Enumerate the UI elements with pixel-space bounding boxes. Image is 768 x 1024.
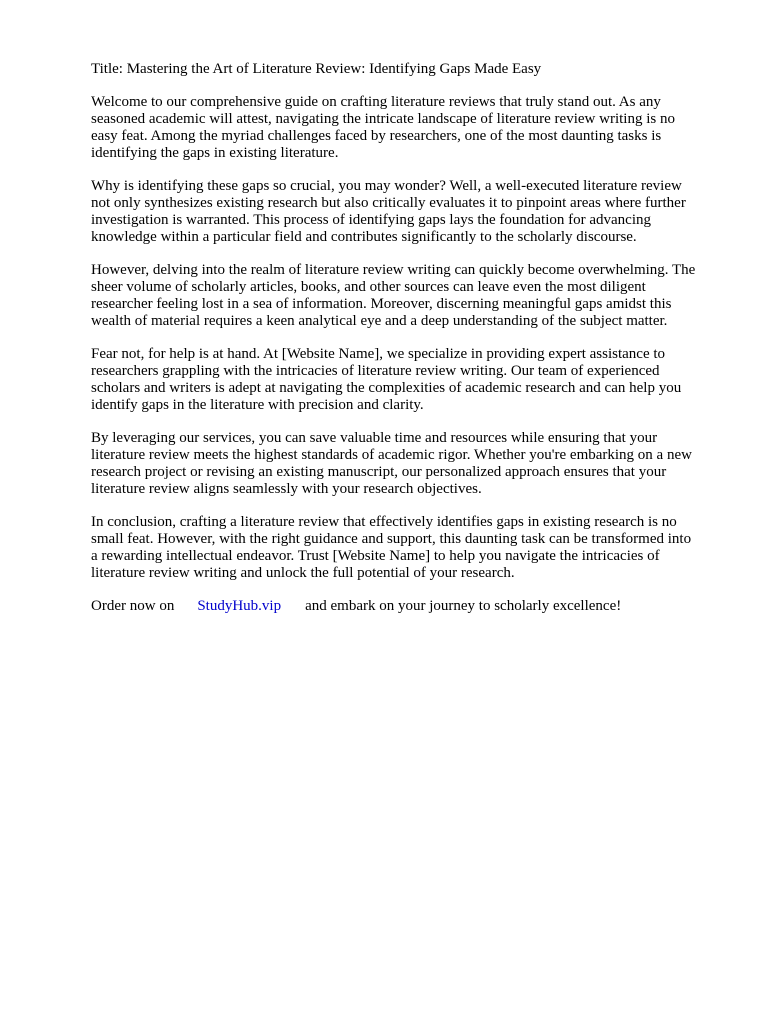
paragraph-line: a rewarding intellectual endeavor. Trust [Website Name] to help you navigate the intricacies of bbox=[91, 548, 660, 564]
paragraph-line: small feat. However, with the right guidance and support, this daunting task can be transformed into bbox=[91, 531, 692, 547]
paragraph-intro bbox=[91, 94, 731, 162]
document-body bbox=[91, 61, 731, 615]
paragraph-line: Why is identifying these gaps so crucial, you may wonder? Well, a well-executed literature review bbox=[91, 178, 682, 194]
paragraph-line: literature review meets the highest standards of academic rigor. Whether you're embarking on a new bbox=[91, 447, 692, 463]
paragraph-line: literature review aligns seamlessly with your research objectives. bbox=[91, 481, 482, 497]
paragraph-line: By leveraging our services, you can save valuable time and resources while ensuring that your bbox=[91, 430, 658, 446]
paragraph-services bbox=[91, 430, 731, 498]
paragraph-line: knowledge within a particular field and contributes significantly to the scholarly discourse. bbox=[91, 229, 637, 245]
paragraph-line: researcher feeling lost in a sea of information. Moreover, discerning meaningful gaps amidst this bbox=[91, 296, 672, 312]
paragraph-line: wealth of material requires a keen analytical eye and a deep understanding of the subject matter. bbox=[91, 313, 668, 329]
paragraph-conclusion bbox=[91, 514, 731, 582]
paragraph-line: literature review writing and unlock the full potential of your research. bbox=[91, 565, 515, 581]
paragraph-line: not only synthesizes existing research but also critically evaluates it to pinpoint areas where further bbox=[91, 195, 686, 211]
studyhub-link[interactable]: StudyHub.vip bbox=[197, 598, 282, 614]
paragraph-line: identifying the gaps in existing literature. bbox=[91, 145, 339, 161]
document-title: Title: Mastering the Art of Literature Review: Identifying Gaps Made Easy bbox=[91, 61, 542, 77]
order-suffix: and embark on your journey to scholarly excellence! bbox=[305, 598, 622, 614]
paragraph-line: investigation is warranted. This process of identifying gaps lays the foundation for advancing bbox=[91, 212, 652, 228]
paragraph-line: Welcome to our comprehensive guide on crafting literature reviews that truly stand out. As any bbox=[91, 94, 661, 110]
paragraph-line: Fear not, for help is at hand. At [Website Name], we specialize in providing expert assistance to bbox=[91, 346, 666, 362]
paragraph-line: sheer volume of scholarly articles, books, and other sources can leave even the most diligent bbox=[91, 279, 646, 295]
order-prefix: Order now on bbox=[91, 598, 175, 614]
paragraph-why-gaps bbox=[91, 178, 731, 246]
paragraph-line: researchers grappling with the intricacies of literature review writing. Our team of experienced bbox=[91, 363, 660, 379]
paragraph-overwhelming bbox=[91, 262, 731, 330]
paragraph-line: easy feat. Among the myriad challenges faced by researchers, one of the most daunting tasks is bbox=[91, 128, 662, 144]
paragraph-line: In conclusion, crafting a literature review that effectively identifies gaps in existing research is no bbox=[91, 514, 677, 530]
paragraph-line: identify gaps in the literature with precision and clarity. bbox=[91, 397, 424, 413]
order-line bbox=[91, 598, 731, 615]
paragraph-line: seasoned academic will attest, navigating the intricate landscape of literature review writing is no bbox=[91, 111, 675, 127]
paragraph-help bbox=[91, 346, 731, 414]
paragraph-line: However, delving into the realm of literature review writing can quickly become overwhelming. The bbox=[91, 262, 696, 278]
paragraph-line: research project or revising an existing manuscript, our personalized approach ensures that your bbox=[91, 464, 667, 480]
paragraph-line: scholars and writers is adept at navigating the complexities of academic research and can help you bbox=[91, 380, 682, 396]
